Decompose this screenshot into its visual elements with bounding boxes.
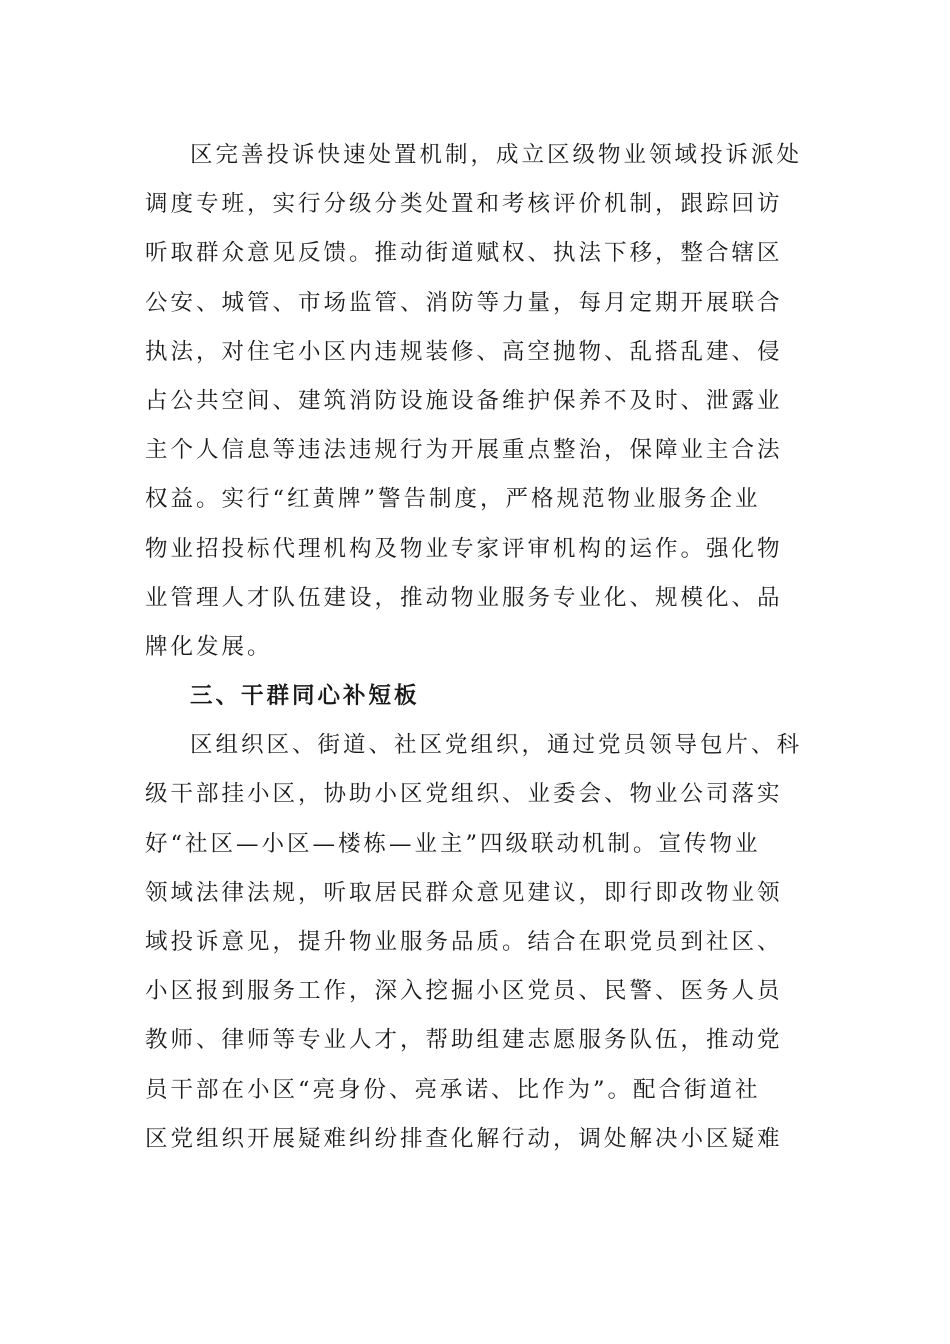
paragraph-line: 执法，对住宅小区内违规装修、高空抛物、乱搭乱建、侵 — [145, 338, 783, 365]
paragraph-line: 占公共空间、建筑消防设施设备维护保养不及时、泄露业 — [145, 387, 783, 414]
document-body — [145, 131, 805, 1164]
paragraph-line: 级干部挂小区，协助小区党组织、业委会、物业公司落实 — [145, 781, 783, 808]
paragraph-line: 员干部在小区“亮身份、亮承诺、比作为”。配合街道社 — [145, 1076, 761, 1103]
paragraph-line: 小区报到服务工作，深入挖掘小区党员、民警、医务人员 — [145, 978, 783, 1005]
paragraph-line: 公安、城管、市场监管、消防等力量，每月定期开展联合 — [145, 289, 783, 316]
paragraph-line: 区党组织开展疑难纠纷排查化解行动，调处解决小区疑难 — [145, 1125, 783, 1152]
paragraph-line: 域投诉意见，提升物业服务品质。结合在职党员到社区、 — [145, 929, 783, 955]
paragraph-line: 主个人信息等违法违规行为开展重点整治，保障业主合法 — [145, 437, 783, 464]
paragraph-line: 领域法律法规，听取居民群众意见建议，即行即改物业领 — [145, 879, 783, 906]
paragraph-line: 物业招投标代理机构及物业专家评审机构的运作。强化物 — [145, 535, 783, 562]
paragraph-line: 业管理人才队伍建设，推动物业服务专业化、规模化、品 — [145, 584, 783, 611]
paragraph-line: 权益。实行“红黄牌”警告制度，严格规范物业服务企业 — [145, 486, 761, 513]
paragraph-line: 听取群众意见反馈。推动街道赋权、执法下移，整合辖区 — [145, 240, 783, 267]
paragraph-line: 区组织区、街道、社区党组织，通过党员领导包片、科 — [190, 732, 803, 759]
section-heading: 三、干群同心补短板 — [190, 683, 420, 710]
paragraph-line: 调度专班，实行分级分类处置和考核评价机制，跟踪回访 — [145, 191, 783, 218]
paragraph-line: 区完善投诉快速处置机制，成立区级物业领域投诉派处 — [190, 142, 803, 168]
paragraph-line: 牌化发展。 — [145, 633, 273, 660]
paragraph-complaint-mechanism — [145, 131, 805, 672]
paragraph-line: 教师、律师等专业人才，帮助组建志愿服务队伍，推动党 — [145, 1027, 783, 1054]
paragraph-line: 好“社区—小区—楼栋—业主”四级联动机制。宣传物业 — [145, 830, 761, 857]
paragraph-party-cadres — [145, 721, 805, 1164]
